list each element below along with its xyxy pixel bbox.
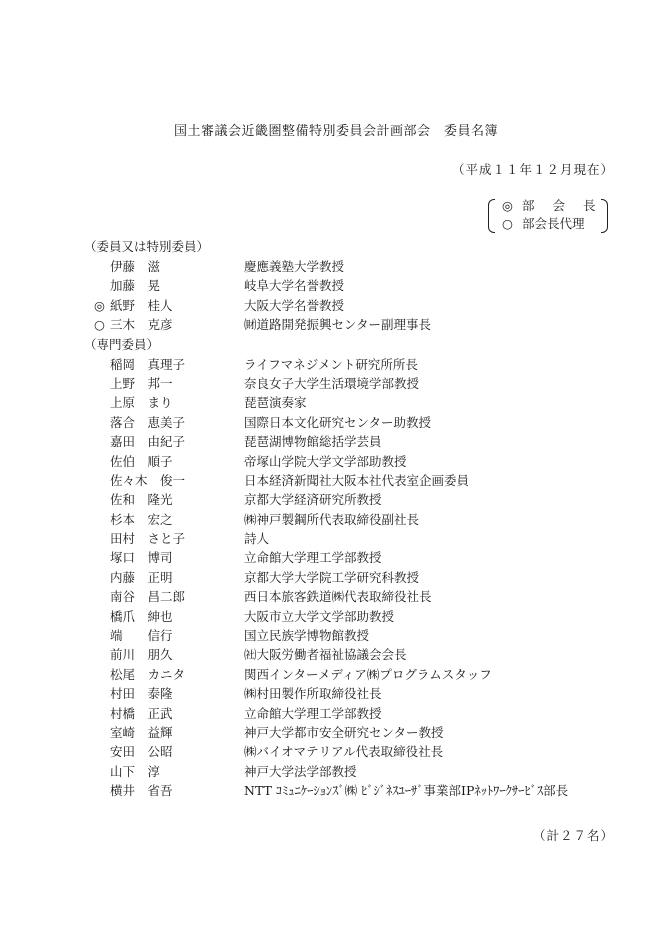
document-title: 国土審議会近畿圏整備特別委員会計画部会 委員名簿 — [173, 124, 498, 139]
member-name: 内藤 正明 — [110, 569, 173, 585]
member-position: ㈶道路開発振興センター副理事長 — [244, 317, 432, 333]
member-row — [84, 393, 644, 412]
member-row — [84, 723, 644, 742]
member-name: 嘉田 由紀子 — [110, 434, 186, 450]
as-of-date: （平成１１年１２月現在） — [451, 162, 614, 177]
member-position: 奈良女子大学生活環境学部教授 — [244, 375, 420, 391]
member-name: 佐伯 順子 — [110, 453, 173, 469]
member-position: 大阪大学名誉教授 — [244, 297, 345, 313]
member-name: 落合 恵美子 — [110, 414, 186, 430]
member-position: 関西インターメディア㈱プログラムスタッフ — [244, 666, 492, 682]
member-position: 立命館大学理工学部教授 — [244, 705, 382, 721]
member-position: ㈱神戸製鋼所代表取締役副社長 — [244, 511, 420, 527]
member-name: 村田 泰隆 — [110, 686, 173, 702]
member-position: 大阪市立大学文学部助教授 — [244, 608, 395, 624]
member-row — [84, 355, 644, 374]
legend-left-bracket — [488, 199, 495, 233]
member-row — [84, 607, 644, 626]
role-mark: ○ — [94, 317, 105, 333]
member-name: 上野 邦一 — [110, 375, 173, 391]
member-row — [84, 665, 644, 684]
legend-item-vice-chair — [502, 215, 585, 233]
member-row — [84, 704, 644, 723]
member-row — [84, 568, 644, 587]
member-list — [84, 237, 644, 801]
member-position: 立命館大学理工学部教授 — [244, 550, 382, 566]
member-name: 紙野 桂人 — [110, 297, 173, 313]
member-position: 琵琶演奏家 — [244, 395, 307, 411]
member-position: 京都大学大学院工学研究科教授 — [244, 569, 420, 585]
member-position: 神戸大学法学部教授 — [244, 763, 357, 779]
member-name: 伊藤 滋 — [110, 259, 161, 274]
member-name: 山下 淳 — [110, 763, 161, 779]
member-row — [84, 742, 644, 761]
member-position: 西日本旅客鉄道㈱代表取締役社長 — [244, 589, 432, 605]
legend-right-bracket — [601, 199, 608, 233]
member-name: 松尾 カニタ — [110, 666, 186, 682]
member-name: 上原 まり — [110, 395, 173, 411]
member-name: 田村 さと子 — [110, 531, 186, 547]
member-position: 国際日本文化研究センター助教授 — [244, 414, 432, 430]
member-row — [84, 296, 644, 315]
member-position: 京都大学経済研究所教授 — [244, 492, 382, 508]
member-total: （計２７名） — [532, 828, 614, 843]
legend-label: 部会長代理 — [522, 216, 585, 231]
member-name: 佐々木 俊一 — [110, 472, 186, 488]
member-row — [84, 257, 644, 276]
member-position: 神戸大学都市安全研究センター教授 — [244, 724, 444, 740]
member-name: 横井 省吾 — [110, 783, 173, 799]
member-name: 端 信行 — [110, 628, 173, 644]
member-row — [84, 413, 644, 432]
member-position: 帝塚山学院大学文学部助教授 — [244, 453, 407, 469]
member-name: 室崎 益輝 — [110, 724, 173, 740]
member-row — [84, 276, 644, 295]
legend-label: 部 会 長 — [522, 198, 603, 213]
member-row — [84, 762, 644, 781]
role-legend — [488, 197, 608, 235]
legend-item-chair — [502, 197, 602, 215]
double-circle-icon: ◎ — [502, 198, 513, 213]
member-position: 詩人 — [244, 531, 270, 547]
section-heading: （専門委員） — [84, 336, 160, 352]
member-position: 日本経済新聞社大阪本社代表室企画委員 — [244, 472, 470, 488]
member-row — [84, 587, 644, 606]
member-position: ㈱村田製作所取締役社長 — [244, 686, 382, 702]
member-row — [84, 626, 644, 645]
member-name: 橋爪 紳也 — [110, 608, 173, 624]
member-name: 塚口 博司 — [110, 550, 173, 566]
member-name: 三木 克彦 — [110, 317, 173, 333]
member-row — [84, 432, 644, 451]
role-mark: ◎ — [94, 297, 105, 313]
member-name: 前川 朋久 — [110, 647, 173, 663]
member-position: 慶應義塾大学教授 — [244, 259, 345, 274]
member-name: 村橋 正武 — [110, 705, 173, 721]
member-name: 稲岡 真理子 — [110, 356, 186, 372]
member-name: 加藤 晃 — [110, 278, 161, 294]
member-row — [84, 471, 644, 490]
member-name: 佐和 隆光 — [110, 492, 173, 508]
member-row — [84, 645, 644, 664]
member-position: ライフマネジメント研究所所長 — [244, 356, 418, 372]
member-name: 杉本 宏之 — [110, 511, 173, 527]
member-name: 安田 公昭 — [110, 744, 173, 760]
member-position: 琵琶湖博物館総括学芸員 — [244, 434, 382, 450]
member-row — [84, 315, 644, 334]
member-row — [84, 374, 644, 393]
member-row — [84, 529, 644, 548]
member-row — [84, 490, 644, 509]
member-position: ㈱バイオマテリアル代表取締役社長 — [244, 744, 444, 760]
member-position: ㈳大阪労働者福祉協議会会長 — [244, 647, 407, 663]
member-position: 岐阜大学名誉教授 — [244, 278, 345, 294]
section-heading: （委員又は特別委員） — [84, 239, 210, 254]
member-row — [84, 452, 644, 471]
member-row — [84, 548, 644, 567]
member-position: NTT ｺﾐｭﾆｹｰｼｮﾝｽﾞ㈱ ﾋﾞｼﾞﾈｽﾕｰｻﾞ事業部IPﾈｯﾄﾜｰｸｻｰﾋﾞｽ部長 — [244, 783, 569, 799]
member-position: 国立民族学博物館教授 — [244, 628, 370, 644]
member-name: 南谷 昌二郎 — [110, 589, 186, 605]
member-row — [84, 781, 644, 800]
member-row — [84, 510, 644, 529]
circle-icon: ○ — [502, 216, 513, 231]
member-row — [84, 684, 644, 703]
